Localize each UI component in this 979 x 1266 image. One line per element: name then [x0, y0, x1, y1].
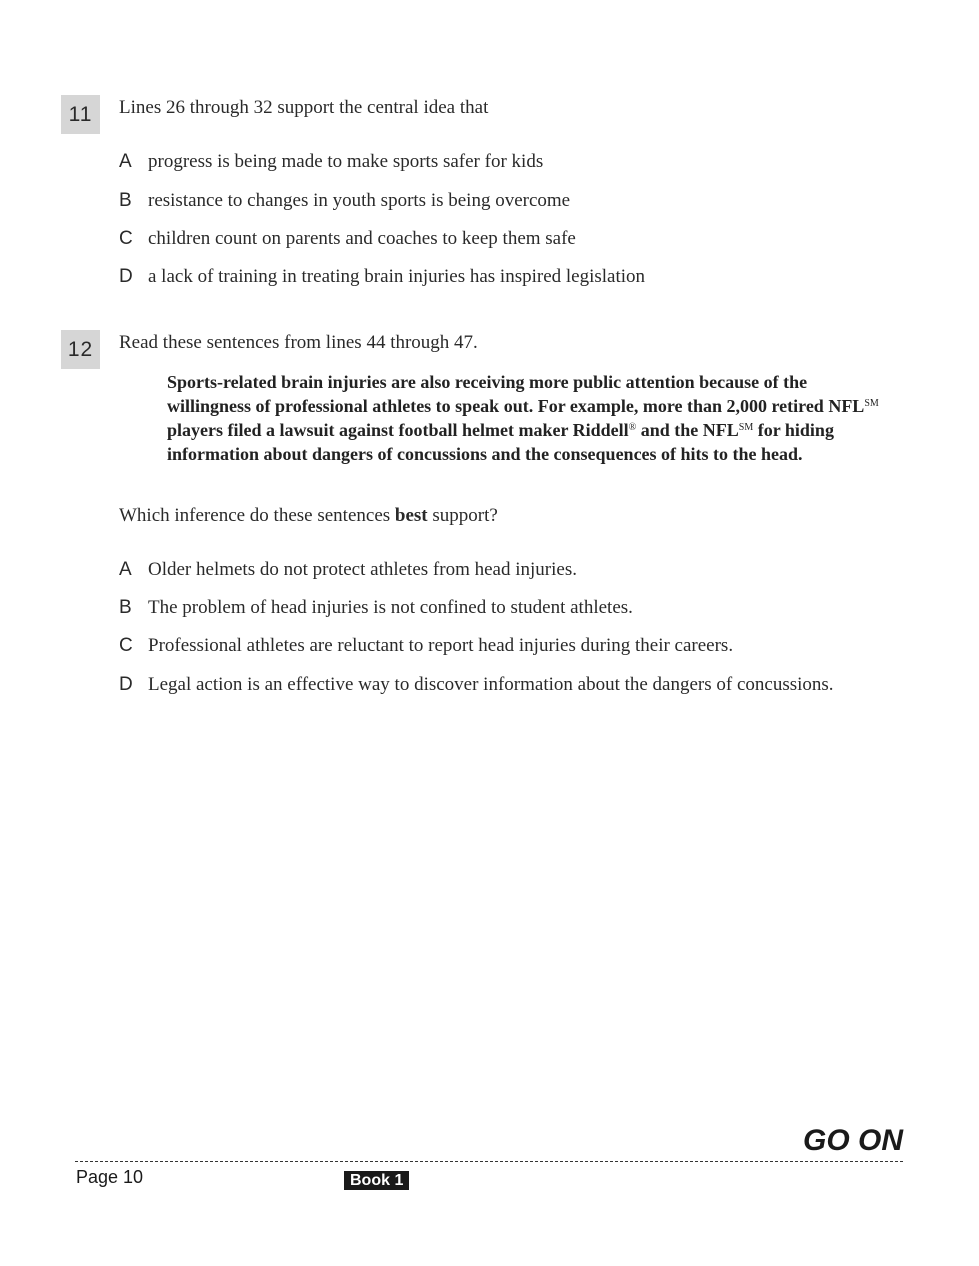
choice-letter: A — [119, 151, 132, 172]
choice-letter: D — [119, 266, 133, 287]
choice-text: The problem of head injuries is not confined to student athletes. — [148, 597, 633, 618]
choice-text: a lack of training in treating brain injuries has inspired legislation — [148, 266, 646, 287]
question-stem: Read these sentences from lines 44 through 47. — [119, 332, 478, 353]
question-number-badge: 12 — [61, 330, 100, 369]
choice-letter: B — [119, 597, 132, 618]
choice-letter: D — [119, 674, 133, 695]
choice-text: Legal action is an effective way to discover information about the dangers of concussions. — [148, 674, 834, 695]
answer-choice[interactable] — [119, 190, 570, 212]
answer-choice[interactable] — [119, 228, 576, 250]
choice-text: children count on parents and coaches to keep them safe — [148, 228, 576, 249]
choice-letter: C — [119, 635, 133, 656]
choice-letter: C — [119, 228, 133, 249]
choice-letter: A — [119, 559, 132, 580]
choice-text: Older helmets do not protect athletes from head injuries. — [148, 559, 577, 580]
footer-divider — [75, 1161, 903, 1162]
page-number: Page 10 — [76, 1167, 144, 1187]
book-label: Book 1 — [344, 1171, 409, 1190]
excerpt-passage: Sports-related brain injuries are also receiving more public attention because of the willingness of professional athletes to speak out. For example, more than 2,000 retired NFL℠ players filed a lawsuit against football helmet maker Riddell® and the NFL℠ for hiding information about dangers of concussions and the consequences of hits to the head. — [167, 372, 879, 464]
question-prompt: Which inference do these sentences best support? — [119, 505, 498, 526]
answer-choice[interactable] — [119, 674, 834, 696]
choice-letter: B — [119, 190, 132, 211]
choice-text: progress is being made to make sports safer for kids — [148, 151, 544, 172]
question-stem: Lines 26 through 32 support the central idea that — [119, 97, 489, 118]
answer-choice[interactable] — [119, 635, 733, 657]
answer-choice[interactable] — [119, 151, 543, 173]
question-number-badge: 11 — [61, 95, 100, 134]
go-on-label: GO ON — [802, 1124, 903, 1157]
answer-choice[interactable] — [119, 559, 577, 581]
choice-text: resistance to changes in youth sports is being overcome — [148, 190, 571, 211]
answer-choice[interactable] — [119, 266, 645, 288]
choice-text: Professional athletes are reluctant to report head injuries during their careers. — [148, 635, 734, 656]
answer-choice[interactable] — [119, 597, 633, 619]
